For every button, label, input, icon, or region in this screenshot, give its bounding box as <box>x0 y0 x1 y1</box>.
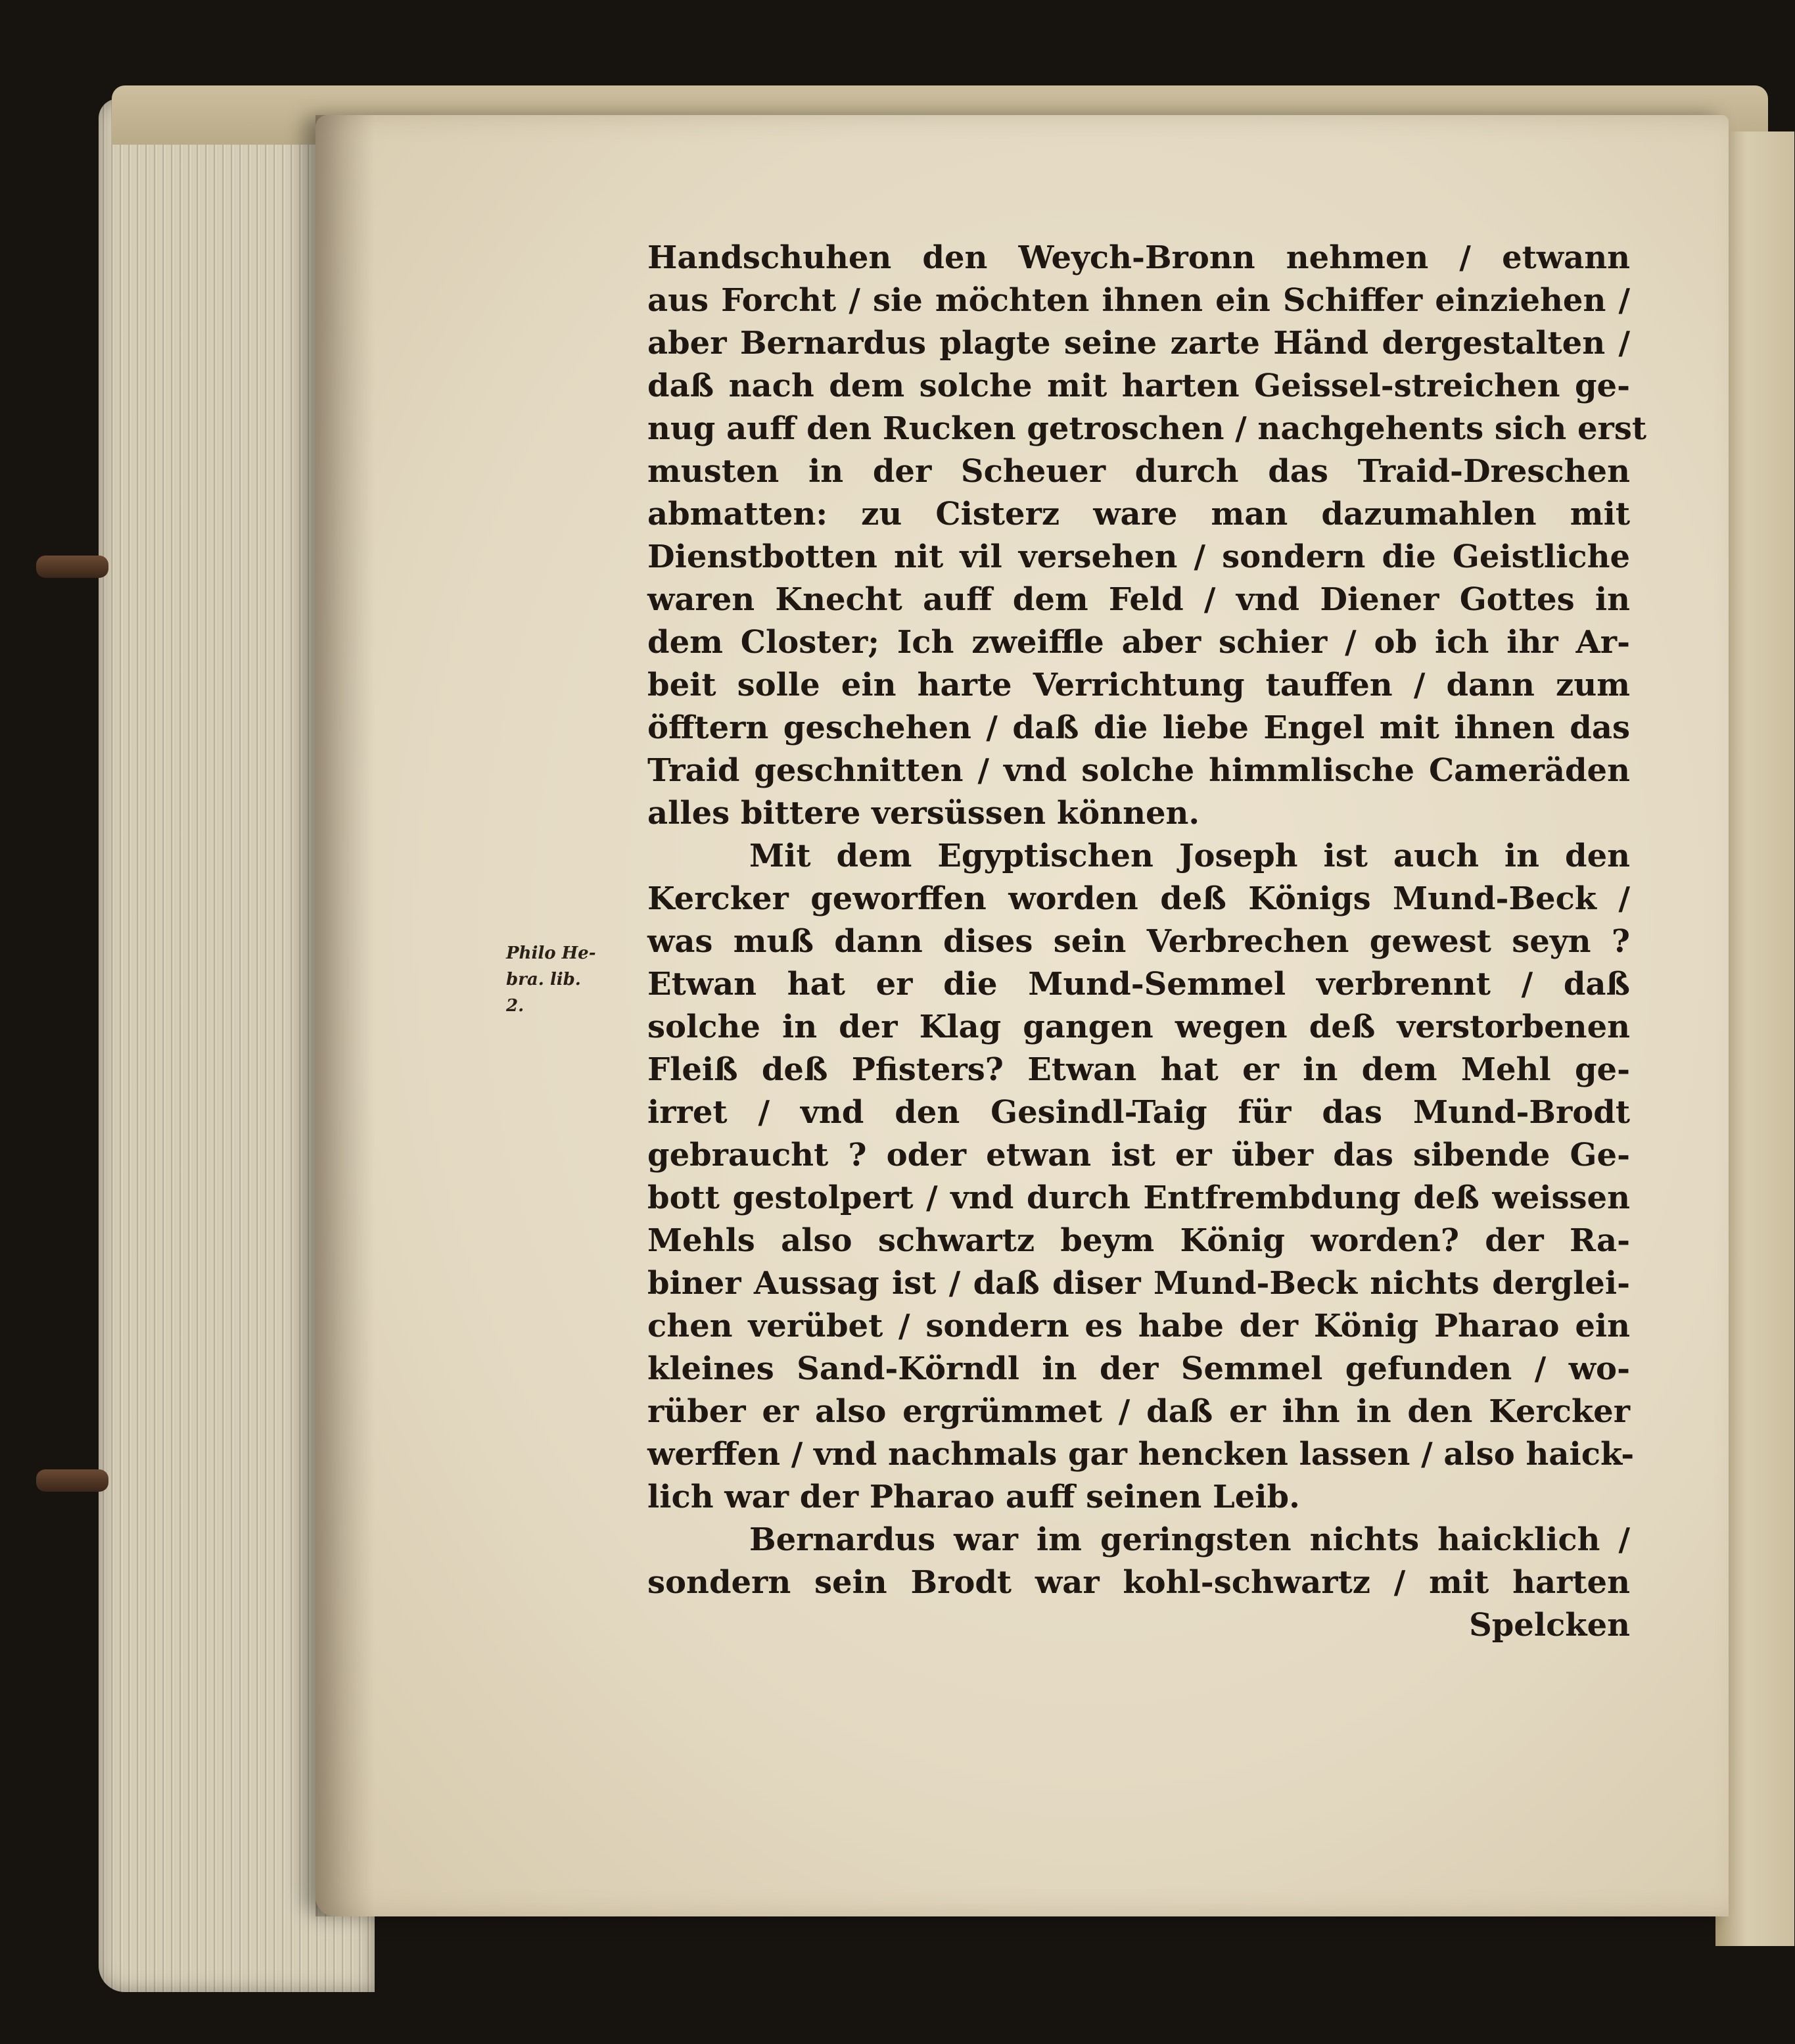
text-line: beit solle ein harte Verrichtung tauffen / dann zum <box>647 667 1630 703</box>
text-line: werffen / vnd nachmals gar hencken lassen / also haick- <box>647 1436 1635 1473</box>
clasp-upper <box>36 556 108 578</box>
text-line: Kercker geworffen worden deß Königs Mund-Beck / <box>647 880 1630 917</box>
text-line: Handschuhen den Weych-Bronn nehmen / etwann <box>647 239 1630 276</box>
text-line: rüber er also ergrümmet / daß er ihn in den Kercker <box>647 1393 1630 1430</box>
text-line: Etwan hat er die Mund-Semmel verbrennt / daß <box>647 966 1630 1003</box>
text-line: waren Knecht auff dem Feld / vnd Diener Gottes in <box>647 581 1630 618</box>
margin-note-line: 2. <box>506 996 525 1016</box>
text-line: öfftern geschehen / daß die liebe Engel mit ihnen das <box>647 709 1630 746</box>
text-line: Mehls also schwartz beym König worden? der Ra- <box>647 1222 1630 1259</box>
text-line: Mit dem Egyptischen Joseph ist auch in den <box>749 838 1630 874</box>
body-text <box>647 237 1647 1647</box>
catchword: Spelcken <box>1469 1607 1630 1644</box>
text-line: lich war der Pharao auff seinen Leib. <box>647 1479 1300 1515</box>
text-line: Bernardus war im geringsten nichts haicklich / <box>749 1521 1630 1558</box>
text-line: alles bittere versüssen können. <box>647 795 1200 832</box>
text-line: chen verübet / sondern es habe der König Pharao ein <box>647 1308 1630 1344</box>
text-line: biner Aussag ist / daß diser Mund-Beck nichts derglei- <box>647 1265 1630 1302</box>
marginal-citation <box>506 940 638 1019</box>
text-line: daß nach dem solche mit harten Geissel-streichen ge- <box>647 368 1630 404</box>
text-line: dem Closter; Ich zweiffle aber schier / ob ich ihr Ar- <box>647 624 1630 661</box>
text-line: sondern sein Brodt war kohl-schwartz / mit harten <box>647 1564 1630 1601</box>
gutter-shadow <box>315 115 375 1916</box>
text-line: aus Forcht / sie möchten ihnen ein Schiffer einziehen / <box>647 282 1630 319</box>
text-line: gebraucht ? oder etwan ist er über das sibende Ge- <box>647 1137 1630 1174</box>
clasp-lower <box>36 1469 108 1492</box>
text-line: musten in der Scheuer durch das Traid-Dreschen <box>647 453 1630 490</box>
text-line: Traid geschnitten / vnd solche himmlische Cameräden <box>647 752 1630 789</box>
text-line: nug auff den Rucken getroschen / nachgehents sich erst <box>647 410 1647 447</box>
text-line: was muß dann dises sein Verbrechen gewest seyn ? <box>647 923 1630 960</box>
margin-note-line: Philo He- <box>506 943 596 963</box>
text-line: Dienstbotten nit vil versehen / sondern die Geistliche <box>647 538 1630 575</box>
text-line: aber Bernardus plagte seine zarte Händ dergestalten / <box>647 325 1630 362</box>
text-line: abmatten: zu Cisterz ware man dazumahlen mit <box>647 496 1630 533</box>
text-line: Fleiß deß Pfisters? Etwan hat er in dem Mehl ge- <box>647 1051 1630 1088</box>
text-line: kleines Sand-Körndl in der Semmel gefunden / wo- <box>647 1350 1630 1387</box>
margin-note-line: bra. lib. <box>506 970 581 989</box>
text-line: bott gestolpert / vnd durch Entfrembdung deß weissen <box>647 1179 1630 1216</box>
text-line: solche in der Klag gangen wegen deß verstorbenen <box>647 1009 1630 1045</box>
text-line: irret / vnd den Gesindl-Taig für das Mund-Brodt <box>647 1094 1630 1131</box>
